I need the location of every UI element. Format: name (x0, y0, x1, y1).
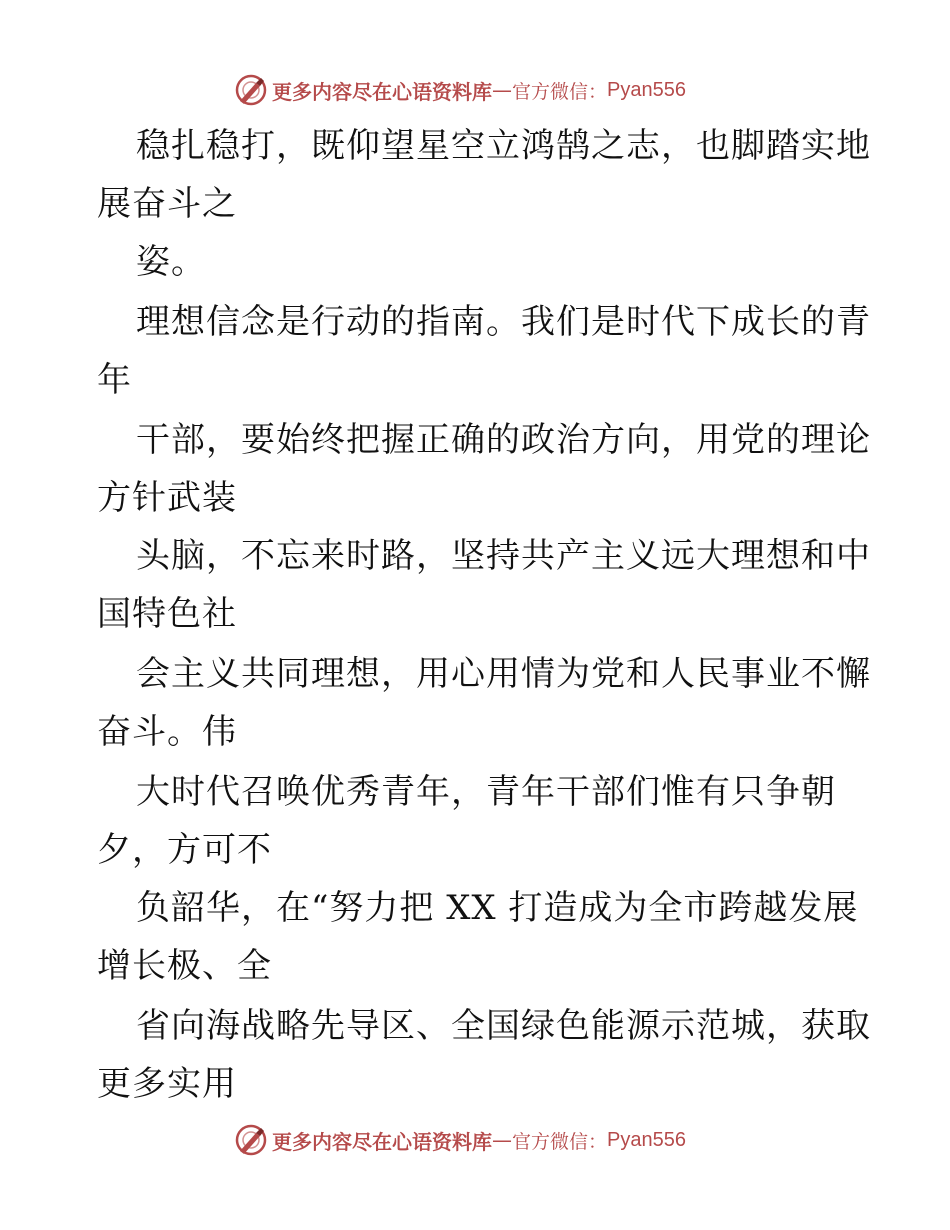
text-line: 稳扎稳打，既仰望星空立鸿鹄之志，也脚踏实地 (136, 126, 871, 166)
text-line: 增长极、全 (97, 946, 272, 986)
pen-logo-icon (234, 1123, 268, 1157)
site-name: 更多内容尽在心语资料库 (272, 1129, 492, 1154)
wechat-label: 官方微信： (512, 1130, 608, 1153)
text-line: 头脑，不忘来时路，坚持共产主义远大理想和中 (136, 536, 871, 576)
text-line: 更多实用 (97, 1064, 237, 1104)
text-line: 年 (97, 360, 132, 400)
text-line: 奋斗。伟 (97, 712, 237, 752)
text-line: 理想信念是行动的指南。我们是时代下成长的青 (136, 302, 871, 342)
separator: — (492, 78, 512, 102)
site-name: 更多内容尽在心语资料库 (272, 79, 492, 104)
separator: — (492, 1128, 512, 1152)
footer-banner (234, 1122, 714, 1158)
text-line: 会主义共同理想，用心用情为党和人民事业不懈 (136, 654, 871, 694)
header-banner (234, 72, 714, 108)
text-line: 大时代召唤优秀青年，青年干部们惟有只争朝 (136, 772, 836, 812)
text-line: 国特色社 (97, 594, 237, 634)
text-line: 负韶华，在“努力把 XX 打造成为全市跨越发展 (136, 888, 859, 928)
text-line: 姿。 (136, 242, 206, 282)
text-line: 展奋斗之 (97, 184, 237, 224)
wechat-id: Pyan556 (607, 78, 686, 101)
wechat-id: Pyan556 (607, 1128, 686, 1151)
wechat-label: 官方微信： (512, 80, 608, 103)
text-line: 夕，方可不 (97, 830, 272, 870)
pen-logo-icon (234, 73, 268, 107)
text-line: 方针武装 (97, 478, 237, 518)
text-line: 干部，要始终把握正确的政治方向，用党的理论 (136, 420, 871, 460)
text-line: 省向海战略先导区、全国绿色能源示范城，获取 (136, 1006, 871, 1046)
